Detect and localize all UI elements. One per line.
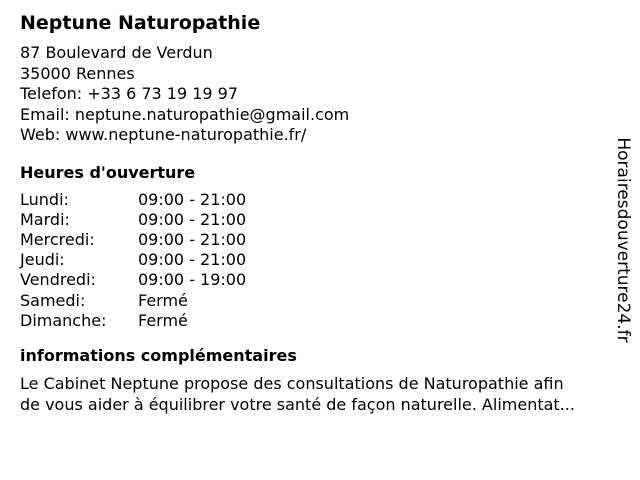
day-label: Lundi: (20, 189, 69, 209)
day-label: Mercredi: (20, 229, 95, 249)
day-label: Jeudi: (20, 250, 65, 270)
address-line-2: 35000 Rennes (20, 63, 135, 83)
business-card (20, 10, 605, 415)
day-hours: 09:00 - 19:00 (138, 270, 247, 290)
day-hours: 09:00 - 21:00 (138, 209, 247, 229)
phone-line: Telefon: +33 6 73 19 19 97 (20, 84, 239, 103)
description-line-1: Le Cabinet Neptune propose des consultations de Naturopathie afin (20, 373, 564, 393)
opening-hours-table (20, 190, 246, 331)
website-line: Web: www.neptune-naturopathie.fr/ (20, 125, 307, 144)
hours-row (20, 311, 246, 331)
business-name: Neptune Naturopathie (20, 12, 261, 34)
hours-row (20, 230, 246, 250)
day-label: Samedi: (20, 290, 86, 310)
day-hours: 09:00 - 21:00 (138, 250, 247, 270)
email-line: Email: neptune.naturopathie@gmail.com (20, 104, 350, 124)
hours-row (20, 250, 246, 270)
opening-hours-section (20, 162, 605, 331)
address-line-1: 87 Boulevard de Verdun (20, 43, 213, 62)
day-hours: Fermé (138, 290, 188, 310)
site-watermark: Horairesdouverture24.fr (613, 137, 633, 343)
day-label: Mardi: (20, 209, 70, 229)
contact-block (20, 43, 605, 146)
day-hours: 09:00 - 21:00 (138, 229, 247, 249)
opening-hours-title: Heures d'ouverture (20, 162, 196, 182)
day-label: Vendredi: (20, 270, 96, 290)
hours-row (20, 270, 246, 290)
day-hours: Fermé (138, 310, 188, 330)
hours-row (20, 291, 246, 311)
additional-info-title: informations complémentaires (20, 345, 297, 365)
day-hours: 09:00 - 21:00 (138, 189, 247, 209)
hours-row (20, 190, 246, 210)
description-line-2: de vous aider à équilibrer votre santé de façon naturelle. Alimentat... (20, 394, 575, 414)
day-label: Dimanche: (20, 310, 107, 330)
hours-row (20, 210, 246, 230)
additional-info-section (20, 345, 605, 415)
